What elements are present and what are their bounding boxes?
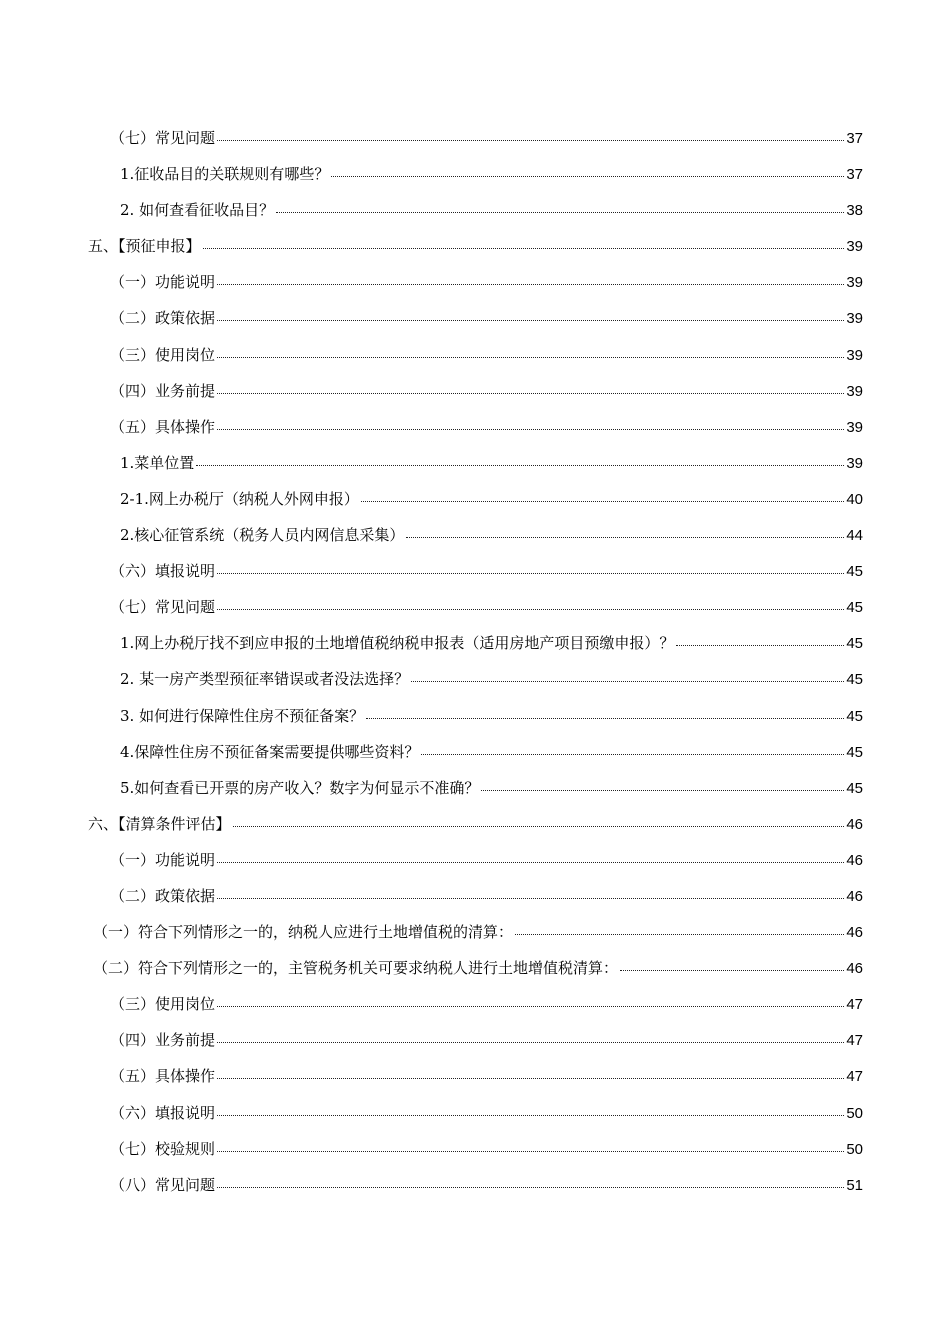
toc-entry-page-number: 39 <box>846 418 863 436</box>
toc-entry-label: 2. 如何查看征收品目？ <box>120 201 275 220</box>
toc-entry-label: 2.核心征管系统（税务人员内网信息采集） <box>120 526 405 545</box>
toc-entry-page-number: 51 <box>846 1176 863 1194</box>
toc-dot-leader <box>196 465 844 466</box>
toc-entry-label: 1.征收品目的关联规则有哪些？ <box>120 165 330 184</box>
toc-entry-page-number: 45 <box>846 599 863 617</box>
toc-entry-page-number: 50 <box>846 1104 863 1122</box>
toc-entry-page-number: 46 <box>846 815 863 833</box>
toc-entry[interactable] <box>0 738 950 774</box>
toc-entry-page-number: 45 <box>846 779 863 797</box>
toc-entry[interactable] <box>0 593 950 629</box>
toc-dot-leader <box>217 1078 844 1079</box>
toc-entry-label: （四）业务前提 <box>110 381 216 400</box>
toc-entry-page-number: 37 <box>846 130 863 147</box>
toc-entry-page-number: 47 <box>846 996 863 1014</box>
toc-dot-leader <box>406 537 844 538</box>
toc-dot-leader <box>676 645 844 646</box>
toc-entry[interactable] <box>0 232 950 268</box>
toc-entry[interactable] <box>0 1135 950 1171</box>
toc-entry-page-number: 46 <box>846 960 863 978</box>
toc-entry-label: （六）填报说明 <box>110 1103 216 1122</box>
toc-entry-page-number: 45 <box>846 743 863 761</box>
toc-dot-leader <box>217 609 844 610</box>
toc-entry-page-number: 50 <box>846 1140 863 1158</box>
toc-entry[interactable] <box>0 377 950 413</box>
table-of-contents <box>0 124 950 1207</box>
toc-dot-leader <box>217 573 844 574</box>
toc-entry-label: （五）具体操作 <box>110 417 216 436</box>
toc-dot-leader <box>217 1187 844 1188</box>
toc-dot-leader <box>217 320 844 321</box>
toc-entry[interactable] <box>0 304 950 340</box>
toc-entry[interactable] <box>0 954 950 990</box>
toc-entry-page-number: 47 <box>846 1068 863 1086</box>
toc-entry-page-number: 39 <box>846 238 863 256</box>
toc-entry-page-number: 44 <box>846 527 863 545</box>
toc-entry-label: （七）校验规则 <box>110 1139 216 1158</box>
toc-entry[interactable] <box>0 521 950 557</box>
toc-dot-leader <box>421 754 844 755</box>
toc-entry-label: （七）常见问题 <box>110 598 216 617</box>
toc-entry-label: （四）业务前提 <box>110 1031 216 1050</box>
toc-entry-page-number: 39 <box>846 382 863 400</box>
toc-entry-label: （一）符合下列情形之一的，纳税人应进行土地增值税的清算： <box>93 923 514 942</box>
toc-entry-label: 2-1.网上办税厅（纳税人外网申报） <box>120 489 359 508</box>
toc-entry[interactable] <box>0 629 950 665</box>
toc-entry-page-number: 39 <box>846 310 863 328</box>
toc-dot-leader <box>515 934 844 935</box>
toc-entry-label: （二）符合下列情形之一的，主管税务机关可要求纳税人进行土地增值税清算： <box>93 959 619 978</box>
toc-entry-label: （六）填报说明 <box>110 562 216 581</box>
toc-entry-page-number: 40 <box>846 490 863 508</box>
toc-entry-page-number: 45 <box>846 635 863 653</box>
toc-dot-leader <box>366 718 844 719</box>
toc-entry[interactable] <box>0 557 950 593</box>
toc-entry-page-number: 46 <box>846 887 863 905</box>
toc-entry[interactable] <box>0 846 950 882</box>
toc-entry-label: 五、【预征申报】 <box>88 237 201 256</box>
toc-entry-page-number: 45 <box>846 671 863 689</box>
toc-entry-page-number: 46 <box>846 851 863 869</box>
toc-entry[interactable] <box>0 882 950 918</box>
toc-entry-label: （五）具体操作 <box>110 1067 216 1086</box>
toc-entry[interactable] <box>0 1062 950 1098</box>
toc-entry-label: 4.保障性住房不预征备案需要提供哪些资料？ <box>120 742 420 761</box>
toc-dot-leader <box>217 393 844 394</box>
toc-dot-leader <box>217 1006 844 1007</box>
toc-entry[interactable] <box>0 774 950 810</box>
toc-entry-label: 3. 如何进行保障性住房不预征备案？ <box>120 706 365 725</box>
toc-entry-label: 5.如何查看已开票的房产收入？数字为何显示不准确？ <box>120 778 480 797</box>
toc-dot-leader <box>481 790 844 791</box>
toc-entry-label: （二）政策依据 <box>110 309 216 328</box>
toc-entry-label: （一）功能说明 <box>110 273 216 292</box>
toc-dot-leader <box>217 1115 844 1116</box>
toc-entry[interactable] <box>0 124 950 160</box>
toc-entry-page-number: 45 <box>846 563 863 581</box>
toc-entry[interactable] <box>0 1026 950 1062</box>
toc-dot-leader <box>217 357 844 358</box>
toc-entry[interactable] <box>0 196 950 232</box>
toc-entry-page-number: 39 <box>846 454 863 472</box>
toc-entry[interactable] <box>0 341 950 377</box>
toc-entry[interactable] <box>0 918 950 954</box>
toc-dot-leader <box>217 1042 844 1043</box>
toc-entry[interactable] <box>0 1099 950 1135</box>
toc-entry-page-number: 45 <box>846 707 863 725</box>
toc-entry-label: 六、【清算条件评估】 <box>88 814 231 833</box>
toc-dot-leader <box>217 1151 844 1152</box>
toc-entry-label: （三）使用岗位 <box>110 995 216 1014</box>
toc-entry-label: 1.菜单位置 <box>120 453 195 472</box>
toc-entry[interactable] <box>0 990 950 1026</box>
toc-entry-label: （八）常见问题 <box>110 1175 216 1194</box>
toc-entry-page-number: 38 <box>846 202 863 220</box>
toc-entry-label: 1.网上办税厅找不到应申报的土地增值税纳税申报表（适用房地产项目预缴申报）？ <box>120 634 675 653</box>
toc-dot-leader <box>217 284 844 285</box>
toc-dot-leader <box>276 212 844 213</box>
toc-dot-leader <box>217 429 844 430</box>
toc-entry[interactable] <box>0 810 950 846</box>
toc-entry[interactable] <box>0 485 950 521</box>
toc-entry-label: （七）常见问题 <box>110 129 216 147</box>
toc-entry-label: （二）政策依据 <box>110 886 216 905</box>
toc-dot-leader <box>217 862 844 863</box>
toc-entry[interactable] <box>0 160 950 196</box>
toc-entry[interactable] <box>0 665 950 701</box>
toc-entry-page-number: 39 <box>846 346 863 364</box>
toc-dot-leader <box>620 970 844 971</box>
toc-dot-leader <box>217 140 844 141</box>
toc-dot-leader <box>411 681 844 682</box>
toc-dot-leader <box>331 176 844 177</box>
toc-entry[interactable] <box>0 268 950 304</box>
toc-dot-leader <box>203 248 845 249</box>
toc-entry-page-number: 47 <box>846 1032 863 1050</box>
toc-entry[interactable] <box>0 449 950 485</box>
toc-entry-label: （一）功能说明 <box>110 850 216 869</box>
toc-entry[interactable] <box>0 702 950 738</box>
toc-dot-leader <box>217 898 844 899</box>
toc-entry[interactable] <box>0 1171 950 1207</box>
toc-entry-page-number: 39 <box>846 274 863 292</box>
toc-entry-label: （三）使用岗位 <box>110 345 216 364</box>
toc-entry[interactable] <box>0 413 950 449</box>
toc-entry-page-number: 37 <box>846 166 863 184</box>
toc-dot-leader <box>361 501 844 502</box>
toc-dot-leader <box>233 826 845 827</box>
toc-entry-page-number: 46 <box>846 924 863 942</box>
toc-entry-label: 2. 某一房产类型预征率错误或者没法选择？ <box>120 670 410 689</box>
